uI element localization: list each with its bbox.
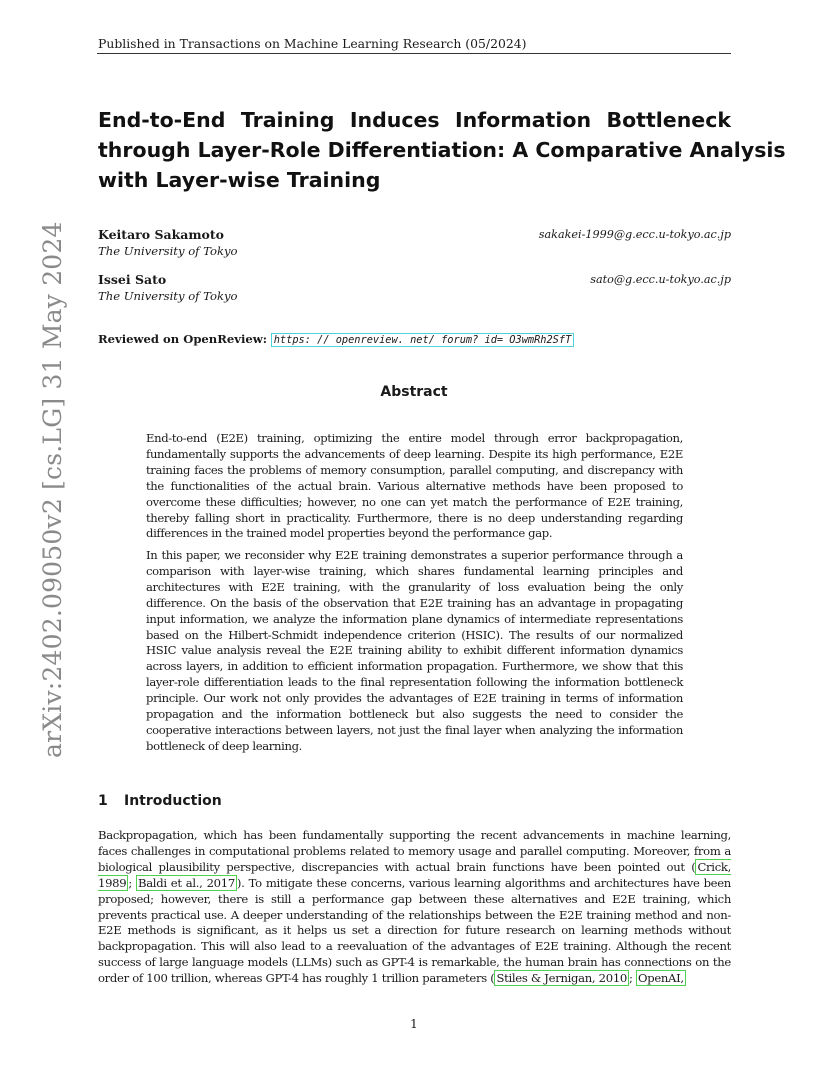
review-line	[98, 332, 574, 346]
abstract-heading: Abstract	[380, 384, 448, 400]
page-number: 1	[410, 1017, 418, 1031]
title-line: with Layer-wise Training	[98, 168, 381, 192]
abstract-paragraph: In this paper, we reconsider why E2E training demonstrates a superior performance through a comparison with layer-wise training, which shares fundamental learning principles and architectures with E2E training, with the granularity of loss evaluation being the only difference. On the basis of the observation that E2E training has an advantage in propagating input information, we analyze the information plane dynamics of intermediate representations based on the Hilbert-Schmidt independence criterion (HSIC). The results of our normalized HSIC value analysis reveal the E2E training ability to exhibit different information dynamics across layers, in addition to efficient information propagation. Furthermore, we show that this layer-role differentiation leads to the final representation following the information bottleneck principle. Our work not only provides the advantages of E2E training in terms of information propagation and the information bottleneck but also suggests the need to consider the cooperative interactions between layers, not just the final layer when analyzing the information bottleneck of deep learning.	[146, 548, 683, 753]
author-block	[98, 227, 731, 259]
section-heading	[98, 793, 222, 809]
review-label: Reviewed on OpenReview:	[98, 332, 268, 346]
openreview-link[interactable]: https: // openreview. net/ forum? id= O3wmRh2SfT	[271, 333, 575, 347]
abstract-paragraph: End-to-end (E2E) training, optimizing the entire model through error backpropagation, fundamentally supports the advancements of deep learning. Despite its high performance, E2E training faces the problems of memory consumption, parallel computing, and discrepancy with the functionalities of the actual brain. Various alternative methods have been proposed to overcome these difficulties; however, no one can yet match the performance of E2E training, thereby falling short in practicality. Furthermore, there is no deep understanding regarding differences in the trained model properties beyond the performance gap.	[146, 431, 683, 541]
title-line: End-to-End Training Induces Information Bottleneck	[98, 108, 731, 132]
paper-title	[98, 105, 786, 195]
journal-header: Published in Transactions on Machine Learning Research (05/2024)	[98, 36, 527, 51]
body-text: ;	[128, 875, 136, 890]
citation-link[interactable]: Crick, 1989	[98, 859, 731, 890]
section-title: Introduction	[124, 793, 222, 809]
citation-link[interactable]: Baldi et al., 2017	[137, 875, 235, 890]
citation-link[interactable]: Stiles & Jernigan, 2010	[496, 971, 627, 986]
arxiv-stamp: arXiv:2402.09050v2 [cs.LG] 31 May 2024	[38, 221, 67, 758]
body-text: ;	[629, 971, 636, 986]
author-email[interactable]: sato@g.ecc.u-tokyo.ac.jp	[590, 273, 731, 286]
author-affiliation: The University of Tokyo	[98, 289, 238, 303]
author-name: Keitaro Sakamoto	[98, 227, 225, 242]
body-text: ). To mitigate these concerns, various learning algorithms and architectures have been proposed; however, there is still a performance gap between these alternatives and E2E training, which prevents practical use. A deeper understanding of the relationships between the E2E training method and non-E2E methods is significant, as it helps us set a direction for future research on learning methods without backpropagation. This will also lead to a reevaluation of the advantages of E2E training. Although the recent success of large language models (LLMs) such as GPT-4 is remarkable, the human brain has connections on the order of 100 trillion, whereas GPT-4 has roughly 1 trillion parameters (	[98, 875, 731, 986]
title-line: through Layer-Role Differentiation: A Comparative Analysis	[98, 138, 786, 162]
author-block	[98, 272, 731, 304]
intro-paragraph	[98, 828, 731, 987]
section-number: 1	[98, 793, 108, 809]
author-affiliation: The University of Tokyo	[98, 244, 238, 258]
citation-link[interactable]: OpenAI,	[638, 971, 684, 986]
header-rule	[97, 53, 731, 54]
author-email[interactable]: sakakei-1999@g.ecc.u-tokyo.ac.jp	[538, 228, 731, 241]
body-text: Backpropagation, which has been fundamentally supporting the recent advancements in machine learning, faces challenges in computational problems related to memory usage and parallel computing. Moreover, from a biological plausibility perspective, discrepancies with actual brain functions have been pointed out (	[98, 828, 731, 874]
author-name: Issei Sato	[98, 272, 167, 287]
